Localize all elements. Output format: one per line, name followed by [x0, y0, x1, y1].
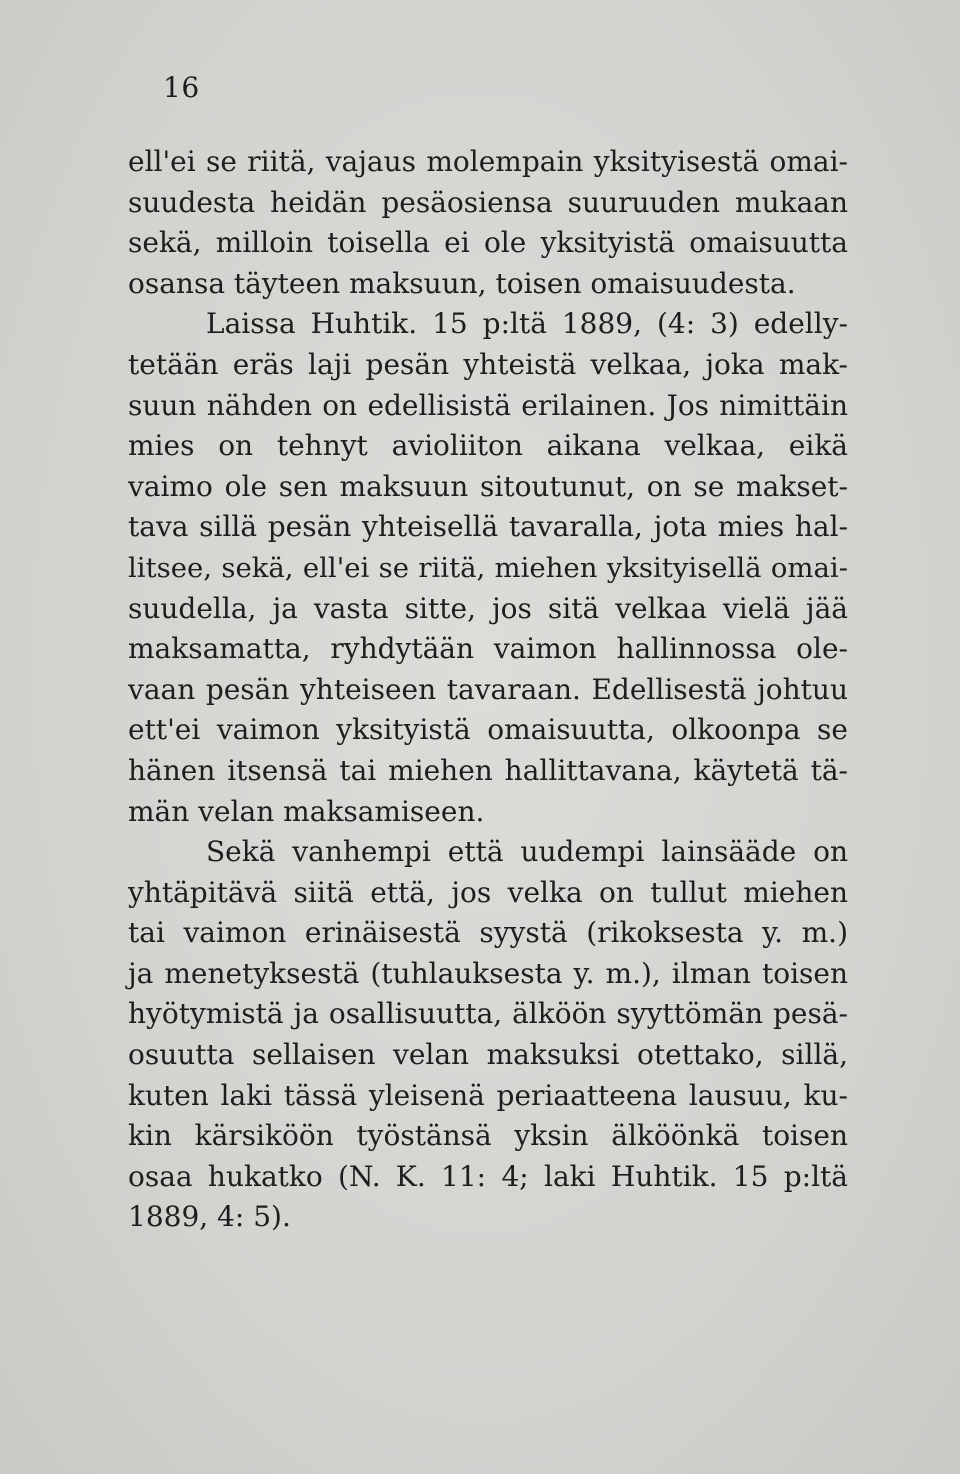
text-line: 1889, 4: 5). [128, 1200, 291, 1234]
text-line: osaa hukatko (N. K. 11: 4; laki Huhtik. 15 p:ltä [128, 1159, 848, 1193]
text-line: ell'ei se riitä, vajaus molempain yksityisestä omai- [128, 145, 848, 178]
text-line: maksamatta, ryhdytään vaimon hallinnossa ole- [128, 632, 848, 666]
text-line: vaimo ole sen maksuun sitoutunut, on se makset- [128, 469, 848, 503]
text-line: osuutta sellaisen velan maksuksi otettako, sillä, [128, 1038, 848, 1072]
text-line: tetään eräs laji pesän yhteistä velkaa, joka mak- [128, 347, 848, 381]
text-line: suun nähden on edellisistä erilainen. Jos nimittäin [128, 388, 848, 422]
text-line: litsee, sekä, ell'ei se riitä, miehen yksityisellä omai- [128, 551, 848, 584]
page-number: 16 [163, 71, 200, 104]
text-line: hyötymistä ja osallisuutta, älköön syyttömän pesä- [128, 997, 848, 1031]
text-line: kin kärsiköön työstänsä yksin älköönkä toisen [128, 1119, 848, 1153]
text-line: sekä, milloin toisella ei ole yksityistä omaisuutta [128, 226, 848, 260]
body-text [128, 142, 848, 1238]
text-line: tava sillä pesän yhteisellä tavaralla, jota mies hal- [128, 510, 848, 544]
text-line: Laissa Huhtik. 15 p:ltä 1889, (4: 3) edelly- [206, 307, 848, 341]
text-line: tai vaimon erinäisestä syystä (rikoksesta y. m.) [128, 916, 848, 950]
text-line: vaan pesän yhteiseen tavaraan. Edellisestä johtuu [128, 672, 848, 706]
text-line: suudella, ja vasta sitte, jos sitä velkaa vielä jää [128, 591, 848, 625]
text-line: ja menetyksestä (tuhlauksesta y. m.), ilman toisen [128, 956, 848, 990]
text-line: Sekä vanhempi että uudempi lainsääde on [206, 835, 848, 869]
text-line: yhtäpitävä siitä että, jos velka on tullut miehen [128, 875, 848, 909]
text-line: suudesta heidän pesäosiensa suuruuden mukaan [128, 185, 848, 219]
text-line: osansa täyteen maksuun, toisen omaisuudesta. [128, 266, 796, 300]
text-line: kuten laki tässä yleisenä periaatteena lausuu, ku- [128, 1078, 848, 1112]
text-line: mies on tehnyt avioliiton aikana velkaa, eikä [128, 429, 848, 463]
text-line: män velan maksamiseen. [128, 794, 485, 828]
text-line: hänen itsensä tai miehen hallittavana, käytetä tä- [128, 753, 848, 787]
text-line: ett'ei vaimon yksityistä omaisuutta, olkoonpa se [128, 713, 848, 747]
